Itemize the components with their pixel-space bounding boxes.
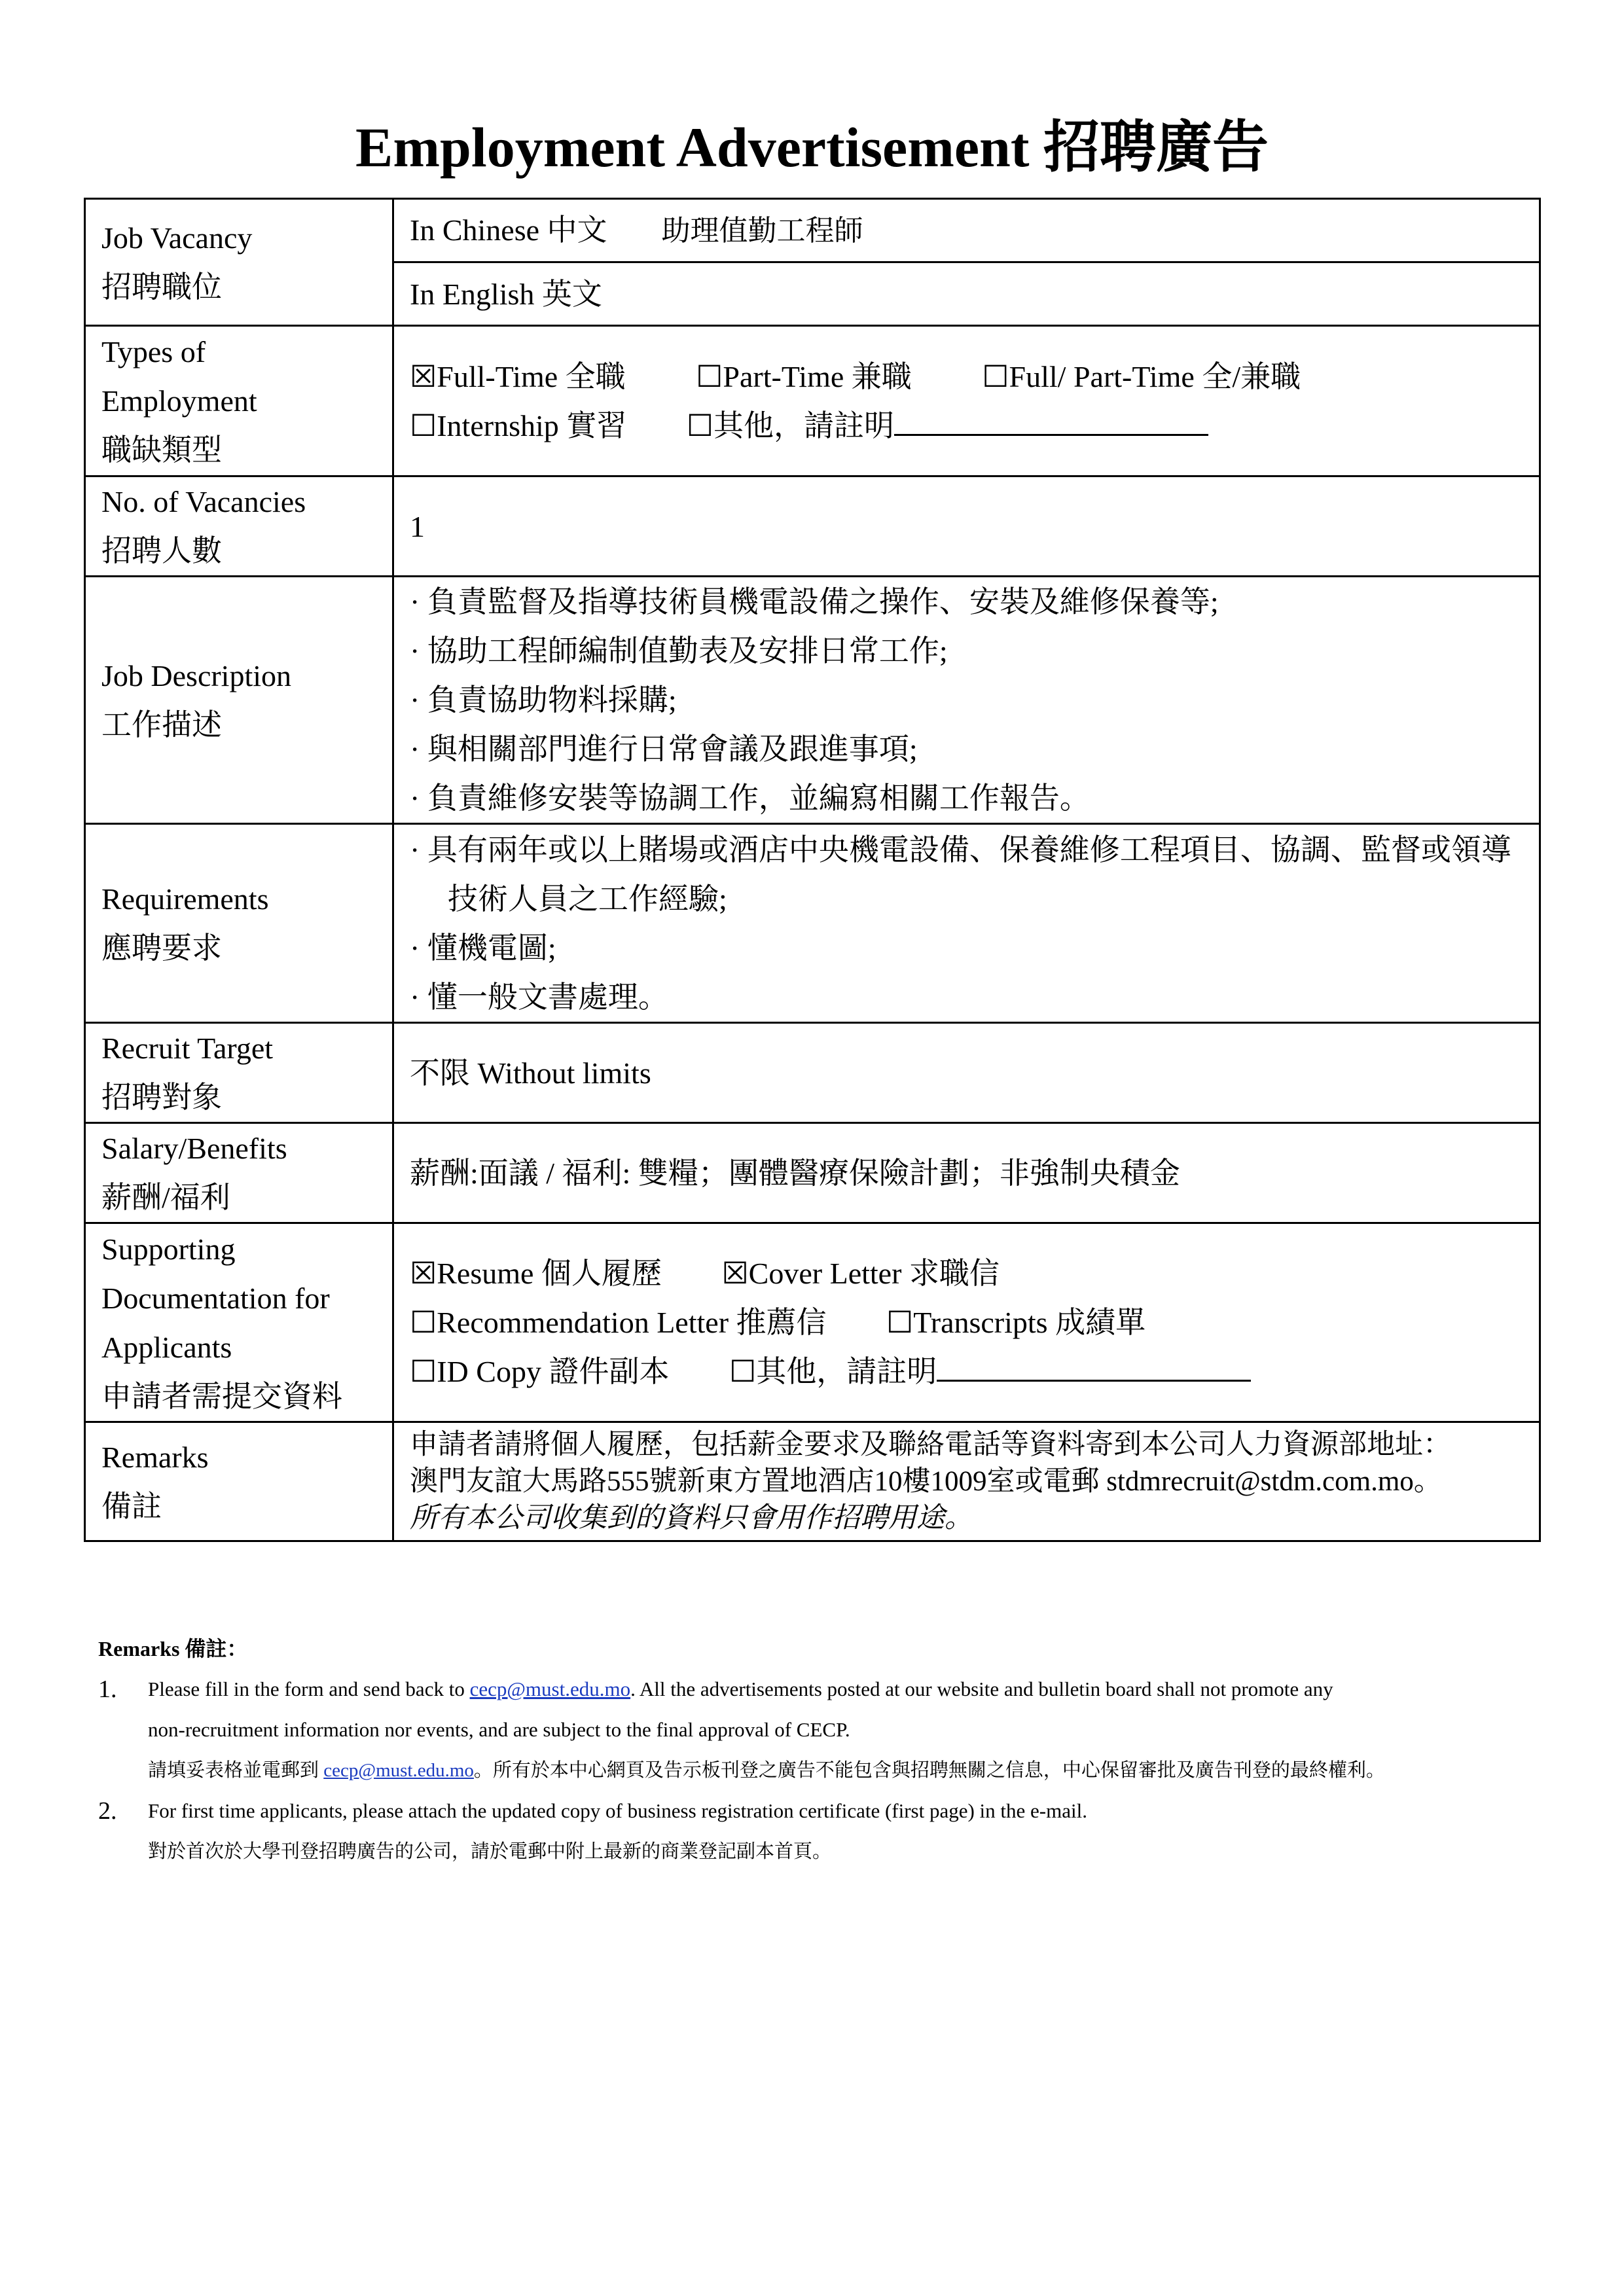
id-copy-checkbox[interactable]: ☐ID Copy 證件副本 — [410, 1355, 670, 1388]
vacancies-value[interactable]: 1 — [393, 476, 1540, 577]
job-vacancy-label: Job Vacancy 招聘職位 — [85, 199, 393, 326]
internship-checkbox[interactable]: ☐Internship 實習 — [410, 408, 627, 442]
remarks-line-2: 澳門友誼大馬路555號新東方置地酒店10樓1009室或電郵 stdmrecruit@stdm.com.mo。 — [410, 1465, 1442, 1497]
job-vacancy-chinese-cell[interactable] — [393, 199, 1540, 262]
notes-heading: Remarks 備註： — [98, 1637, 248, 1660]
advertisement-form-table — [84, 198, 1541, 1542]
requirements-label: Requirements 應聘要求 — [85, 824, 393, 1023]
cecp-email-link[interactable]: cecp@must.edu.mo — [469, 1677, 631, 1700]
transcripts-checkbox[interactable]: ☐Transcripts 成績單 — [886, 1306, 1146, 1339]
full-time-checkbox[interactable]: ☒Full-Time 全職 — [410, 359, 626, 393]
resume-checkbox[interactable]: ☒Resume 個人履歷 — [410, 1257, 662, 1290]
list-item: · 負責監督及指導技術員機電設備之操作、安裝及維修保養等; — [410, 585, 1219, 619]
chinese-job-title: 助理值勤工程師 — [661, 215, 863, 247]
salary-value[interactable]: 薪酬:面議 / 福利: 雙糧；團體醫療保險計劃；非強制央積金 — [393, 1123, 1540, 1223]
list-item: · 具有兩年或以上賭場或酒店中央機電設備、保養維修工程項目、協調、監督或領導技術人員之工作經驗; — [410, 833, 1511, 916]
job-description-list — [393, 577, 1540, 824]
list-item: · 懂機電圖; — [410, 931, 556, 965]
remarks-line-3: 所有本公司收集到的資料只會用作招聘用途。 — [410, 1502, 973, 1534]
remarks-content — [393, 1422, 1540, 1541]
salary-label: Salary/Benefits 薪酬/福利 — [85, 1123, 393, 1223]
job-description-label: Job Description 工作描述 — [85, 577, 393, 824]
note-1-number: 1. — [98, 1676, 117, 1703]
employment-type-options — [393, 326, 1540, 476]
recommendation-letter-checkbox[interactable]: ☐Recommendation Letter 推薦信 — [410, 1306, 827, 1339]
note-2-number: 2. — [98, 1797, 117, 1825]
requirements-list — [393, 824, 1540, 1023]
employment-type-label: Types of Employment 職缺類型 — [85, 326, 393, 476]
note-2: 2. For first time applicants, please attach the updated copy of business registration certificate (first page) in the e-mail. 對於首次於大學刊登招聘廣告的公司，請於電郵中附上最新的商業登記副本首頁。 — [98, 1791, 1538, 1872]
other-document-checkbox[interactable]: ☐其他，請註明 — [729, 1355, 937, 1388]
note-1: 1. Please fill in the form and send back to cecp@must.edu.mo. All the advertisements posted at our website and bulletin board shall not promote any non-recruitment information nor events, and are subject to the final approval of CECP. 請填妥表格並電郵到 cecp@must.edu.mo。所有於本中心網頁及告示板刊登之廣告不能包含與招聘無關之信息，中心保留審批及廣告刊登的最終權利。 — [98, 1669, 1538, 1791]
list-item: · 負責維修安裝等協調工作，並編寫相關工作報告。 — [410, 781, 1090, 815]
documents-label: Supporting Documentation for Applicants 申請者需提交資料 — [85, 1223, 393, 1422]
part-time-checkbox[interactable]: ☐Part-Time 兼職 — [696, 359, 912, 393]
recruit-target-value[interactable]: 不限 Without limits — [393, 1023, 1540, 1123]
other-type-checkbox[interactable]: ☐其他，請註明 — [686, 408, 895, 442]
remarks-line-1: 申請者請將個人履歷，包括薪金要求及聯絡電話等資料寄到本公司人力資源部地址： — [410, 1429, 1451, 1460]
english-label: In English 英文 — [410, 277, 602, 311]
cover-letter-checkbox[interactable]: ☒Cover Letter 求職信 — [721, 1257, 1000, 1290]
list-item: · 協助工程師編制值勤表及安排日常工作; — [410, 634, 948, 668]
vacancies-label: No. of Vacancies 招聘人數 — [85, 476, 393, 577]
job-vacancy-english-cell[interactable] — [393, 262, 1540, 326]
footer-notes — [98, 1628, 1538, 1872]
documents-options — [393, 1223, 1540, 1422]
other-type-blank[interactable] — [894, 401, 1208, 436]
remarks-label: Remarks 備註 — [85, 1422, 393, 1541]
other-document-blank[interactable] — [937, 1347, 1251, 1382]
chinese-label: In Chinese 中文 — [410, 213, 607, 247]
page-title: Employment Advertisement 招聘廣告 — [355, 116, 1269, 179]
list-item: · 懂一般文書處理。 — [410, 980, 668, 1014]
full-part-time-checkbox[interactable]: ☐Full/ Part-Time 全/兼職 — [982, 359, 1301, 393]
list-item: · 負責協助物料採購; — [410, 683, 677, 717]
list-item: · 與相關部門進行日常會議及跟進事項; — [410, 732, 918, 766]
recruit-target-label: Recruit Target 招聘對象 — [85, 1023, 393, 1123]
cecp-email-link-zh[interactable]: cecp@must.edu.mo — [323, 1760, 474, 1781]
